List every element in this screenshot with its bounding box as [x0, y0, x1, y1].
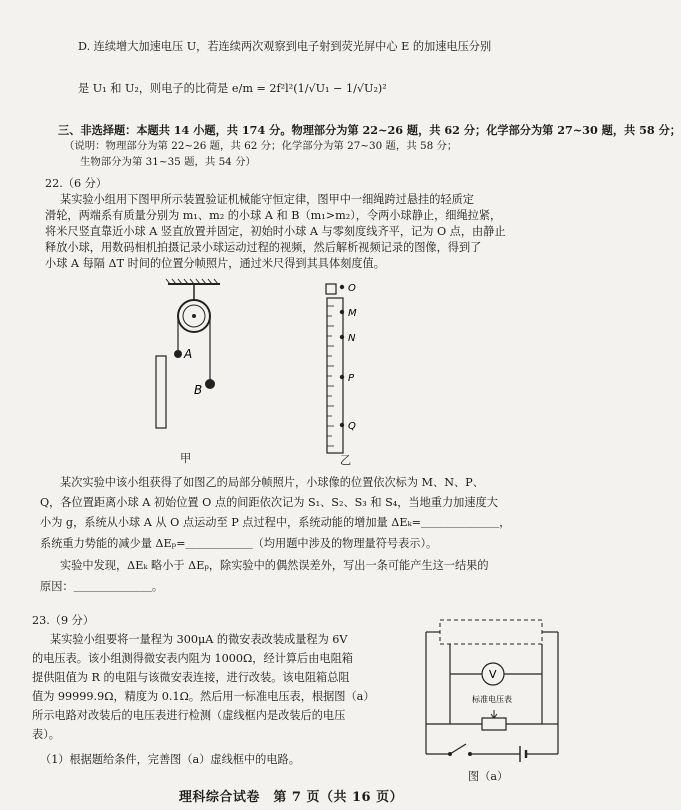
- option-d-line1: D. 连续增大加速电压 U，若连续两次观察到电子射到荧光屏中心 E 的加速电压分别: [78, 40, 492, 53]
- q22-p7: Q，各位置距离小球 A 初始位置 O 点的间距依次记为 S₁、S₂、S₃ 和 S₄，当地重力加速度大: [40, 496, 498, 509]
- q22-p5: 小球 A 每隔 ΔT 时间的位置分帧照片，通过米尺得到其具体刻度值。: [45, 257, 385, 270]
- q22-p3: 将米尺竖直靠近小球 A 竖直放置并固定，初始时小球 A 与零刻度线齐平，记为 O 点，由静止: [45, 225, 506, 238]
- q23-p5: 所示电路对改装后的电压表进行检测（虚线框内是改装后的电压: [32, 709, 346, 722]
- circuit-figure-a: [420, 612, 570, 774]
- svg-text:P: P: [348, 373, 355, 384]
- svg-text:A: A: [184, 347, 193, 361]
- section3-line3: 生物部分为第 31~35 题，共 54 分）: [80, 156, 256, 168]
- figure-yi: [318, 280, 378, 458]
- q22-p11: 原因：＿＿＿＿＿＿＿。: [40, 580, 164, 593]
- svg-text:N: N: [348, 333, 356, 344]
- section3-line2: （说明：物理部分为第 22~26 题，共 62 分；化学部分为第 27~30 题，共 58 分；: [64, 140, 458, 152]
- svg-text:Q: Q: [348, 421, 356, 432]
- fig-jia-caption: 甲: [180, 452, 192, 465]
- q23-p2: 的电压表。该小组测得微安表内阻为 1000Ω，经计算后由电阻箱: [32, 652, 353, 665]
- q22-p2: 滑轮，两端系有质量分别为 m₁、m₂ 的小球 A 和 B（m₁>m₂），令两小球静止，细绳拉紧，: [45, 209, 502, 222]
- q22-p10: 实验中发现，ΔEₖ 略小于 ΔEₚ，除实验中的偶然误差外，写出一条可能产生这一结果的: [60, 559, 489, 572]
- page-footer: 理科综合试卷 第 7 页（共 16 页）: [178, 790, 404, 805]
- ball-b-icon: [205, 379, 215, 389]
- q22-p1: 某实验小组用下图甲所示装置验证机械能守恒定律，图甲中一细绳跨过悬挂的轻质定: [60, 193, 474, 206]
- svg-text:标准电压表: 标准电压表: [472, 695, 512, 704]
- svg-text:M: M: [348, 308, 357, 319]
- svg-text:V: V: [489, 668, 497, 681]
- q22-p4: 释放小球，用数码相机拍摄记录小球运动过程的视频，然后解析视频记录的图像，得到了: [45, 241, 482, 254]
- svg-text:B: B: [194, 383, 203, 397]
- figure-jia: [140, 278, 260, 433]
- q22-p6: 某次实验中该小组获得了如图乙的局部分帧照片，小球像的位置依次标为 M、N、P、: [60, 476, 484, 489]
- q22-p8: 小为 g，系统从小球 A 从 O 点运动至 P 点过程中，系统动能的增加量 ΔEₖ=＿＿＿＿＿＿＿，: [40, 516, 511, 529]
- ball-a-icon: [174, 350, 182, 358]
- q23-p1: 某实验小组要将一量程为 300μA 的微安表改装成量程为 6V: [50, 633, 348, 646]
- section3-line1: 三、非选择题：本题共 14 小题，共 174 分。物理部分为第 22~26 题，共 62 分；化学部分为第 27~30 题，共 58 分；: [58, 123, 681, 137]
- option-d-line2: 是 U₁ 和 U₂，则电子的比荷是 e/m = 2f²l²(1/√U₁ − 1/√U₂)²: [78, 82, 387, 95]
- q23-p3: 提供阻值为 R 的电阻与该微安表连接，进行改装。该电阻箱总阻: [32, 671, 350, 684]
- fig-a-caption: 图（a）: [468, 770, 509, 783]
- q23-p6: 表）。: [32, 728, 60, 741]
- rheostat-icon: [482, 718, 506, 730]
- q22-p9: 系统重力势能的减少量 ΔEₚ=＿＿＿＿＿＿（均用题中涉及的物理量符号表示）。: [40, 537, 438, 550]
- q22-header: 22.（6 分）: [45, 177, 108, 190]
- switch-icon: [450, 744, 466, 754]
- svg-text:O: O: [348, 283, 356, 294]
- q23-p7: （1）根据题给条件，完善图（a）虚线框中的电路。: [40, 753, 300, 766]
- q23-p4: 值为 99999.9Ω，精度为 0.1Ω。然后用一标准电压表，根据图（a）: [32, 690, 375, 703]
- fig-yi-caption: 乙: [340, 454, 352, 467]
- q23-header: 23.（9 分）: [32, 614, 95, 627]
